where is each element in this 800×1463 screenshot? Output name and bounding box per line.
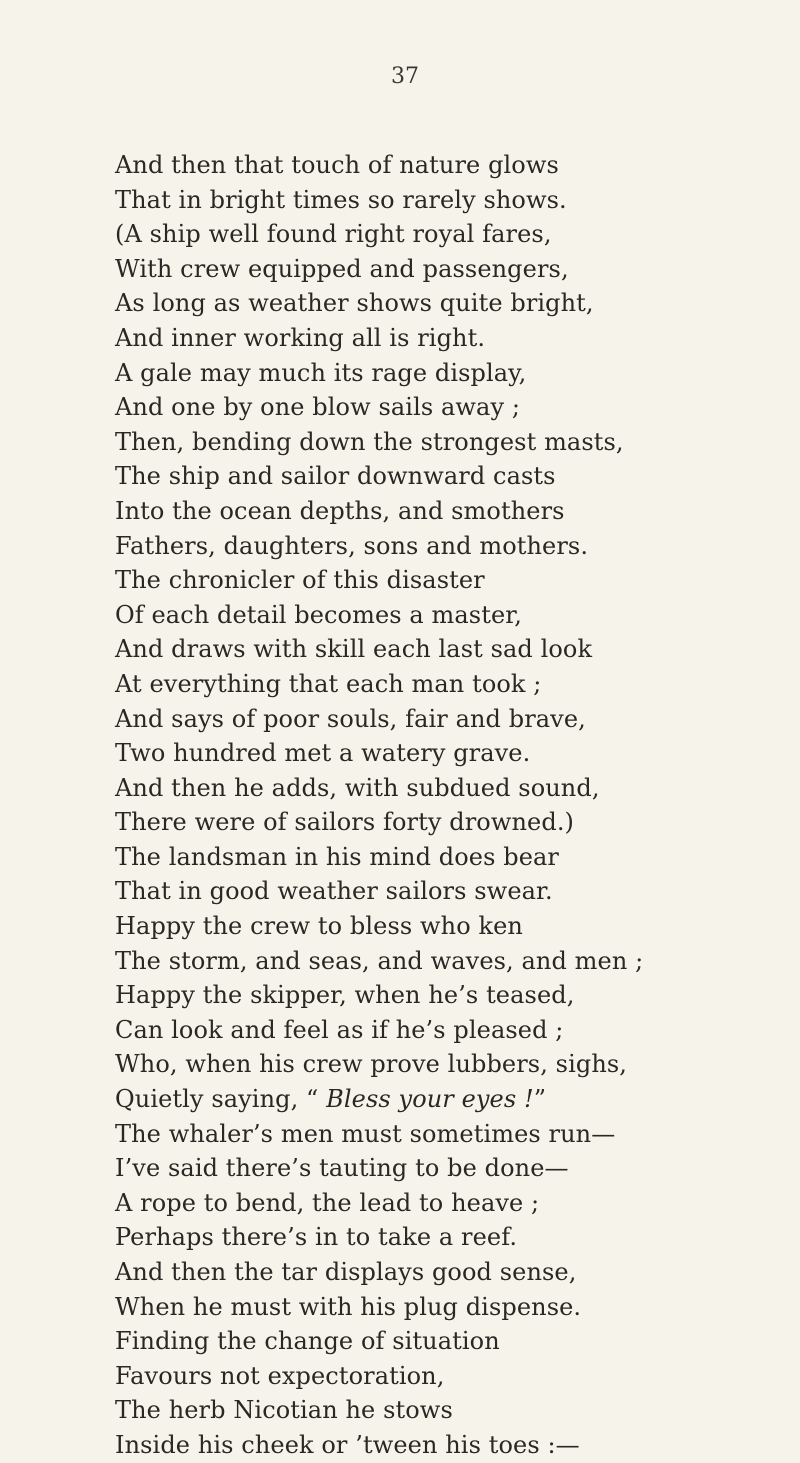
poem-line: With crew equipped and passengers,: [115, 254, 569, 283]
poem-line: And then that touch of nature glows: [115, 151, 559, 179]
poem-line-prefix: Quietly saying, “: [115, 1085, 327, 1114]
poem-line: Favours not expectoration,: [115, 1361, 445, 1390]
poem-line: Who, when his crew prove lubbers, sighs,: [115, 1050, 628, 1079]
poem-line: Two hundred met a watery grave.: [115, 739, 531, 768]
poem-line: The ship and sailor downward casts: [115, 462, 556, 491]
poem-line: And one by one blow sails away ;: [115, 393, 521, 422]
poem-text: [115, 148, 795, 1463]
poem-line-suffix: ”: [533, 1085, 547, 1114]
poem-line: And then the tar displays good sense,: [115, 1258, 577, 1286]
poem-line: Perhaps there’s in to take a reef.: [115, 1223, 518, 1252]
poem-line: As long as weather shows quite bright,: [115, 289, 594, 318]
poem-line: Happy the crew to bless who ken: [115, 912, 523, 941]
poem-line: And draws with skill each last sad look: [115, 635, 593, 664]
poem-line: And says of poor souls, fair and brave,: [115, 704, 586, 733]
poem-line: That in bright times so rarely shows.: [115, 185, 567, 214]
poem-line: A rope to bend, the lead to heave ;: [115, 1188, 540, 1217]
poem-line: Happy the skipper, when he’s teased,: [115, 981, 575, 1010]
poem-line: The chronicler of this disaster: [115, 566, 485, 595]
poem-line: The whaler’s men must sometimes run—: [115, 1119, 616, 1148]
poem-line: That in good weather sailors swear.: [115, 877, 553, 906]
poem-line: Of each detail becomes a master,: [115, 600, 522, 629]
poem-line: Into the ocean depths, and smothers: [115, 496, 565, 525]
poem-line: [115, 1082, 795, 1117]
poem-line: When he must with his plug dispense.: [115, 1292, 582, 1321]
poem-line: A gale may much its rage display,: [115, 358, 527, 387]
poem-line: The herb Nicotian he stows: [115, 1396, 453, 1425]
poem-line: Can look and feel as if he’s pleased ;: [115, 1015, 564, 1044]
poem-line: The storm, and seas, and waves, and men ;: [115, 946, 644, 975]
poem-line: There were of sailors forty drowned.): [115, 808, 575, 837]
poem-line: Finding the change of situation: [115, 1327, 500, 1356]
poem-line: And inner working all is right.: [115, 323, 486, 352]
poem-line: I’ve said there’s tauting to be done—: [115, 1154, 569, 1183]
poem-line: And then he adds, with subdued sound,: [115, 773, 600, 802]
poem-line: (A ship well found right royal fares,: [115, 220, 552, 249]
poem-line-italic: Bless your eyes !: [326, 1085, 534, 1114]
poem-line: Then, bending down the strongest masts,: [115, 427, 624, 456]
poem-line: Fathers, daughters, sons and mothers.: [115, 531, 589, 560]
poem-line: At everything that each man took ;: [115, 669, 542, 698]
poem-line: The landsman in his mind does bear: [115, 842, 560, 871]
poem-line: Inside his cheek or ’tween his toes :—: [115, 1430, 580, 1459]
page-number: 37: [391, 64, 419, 89]
